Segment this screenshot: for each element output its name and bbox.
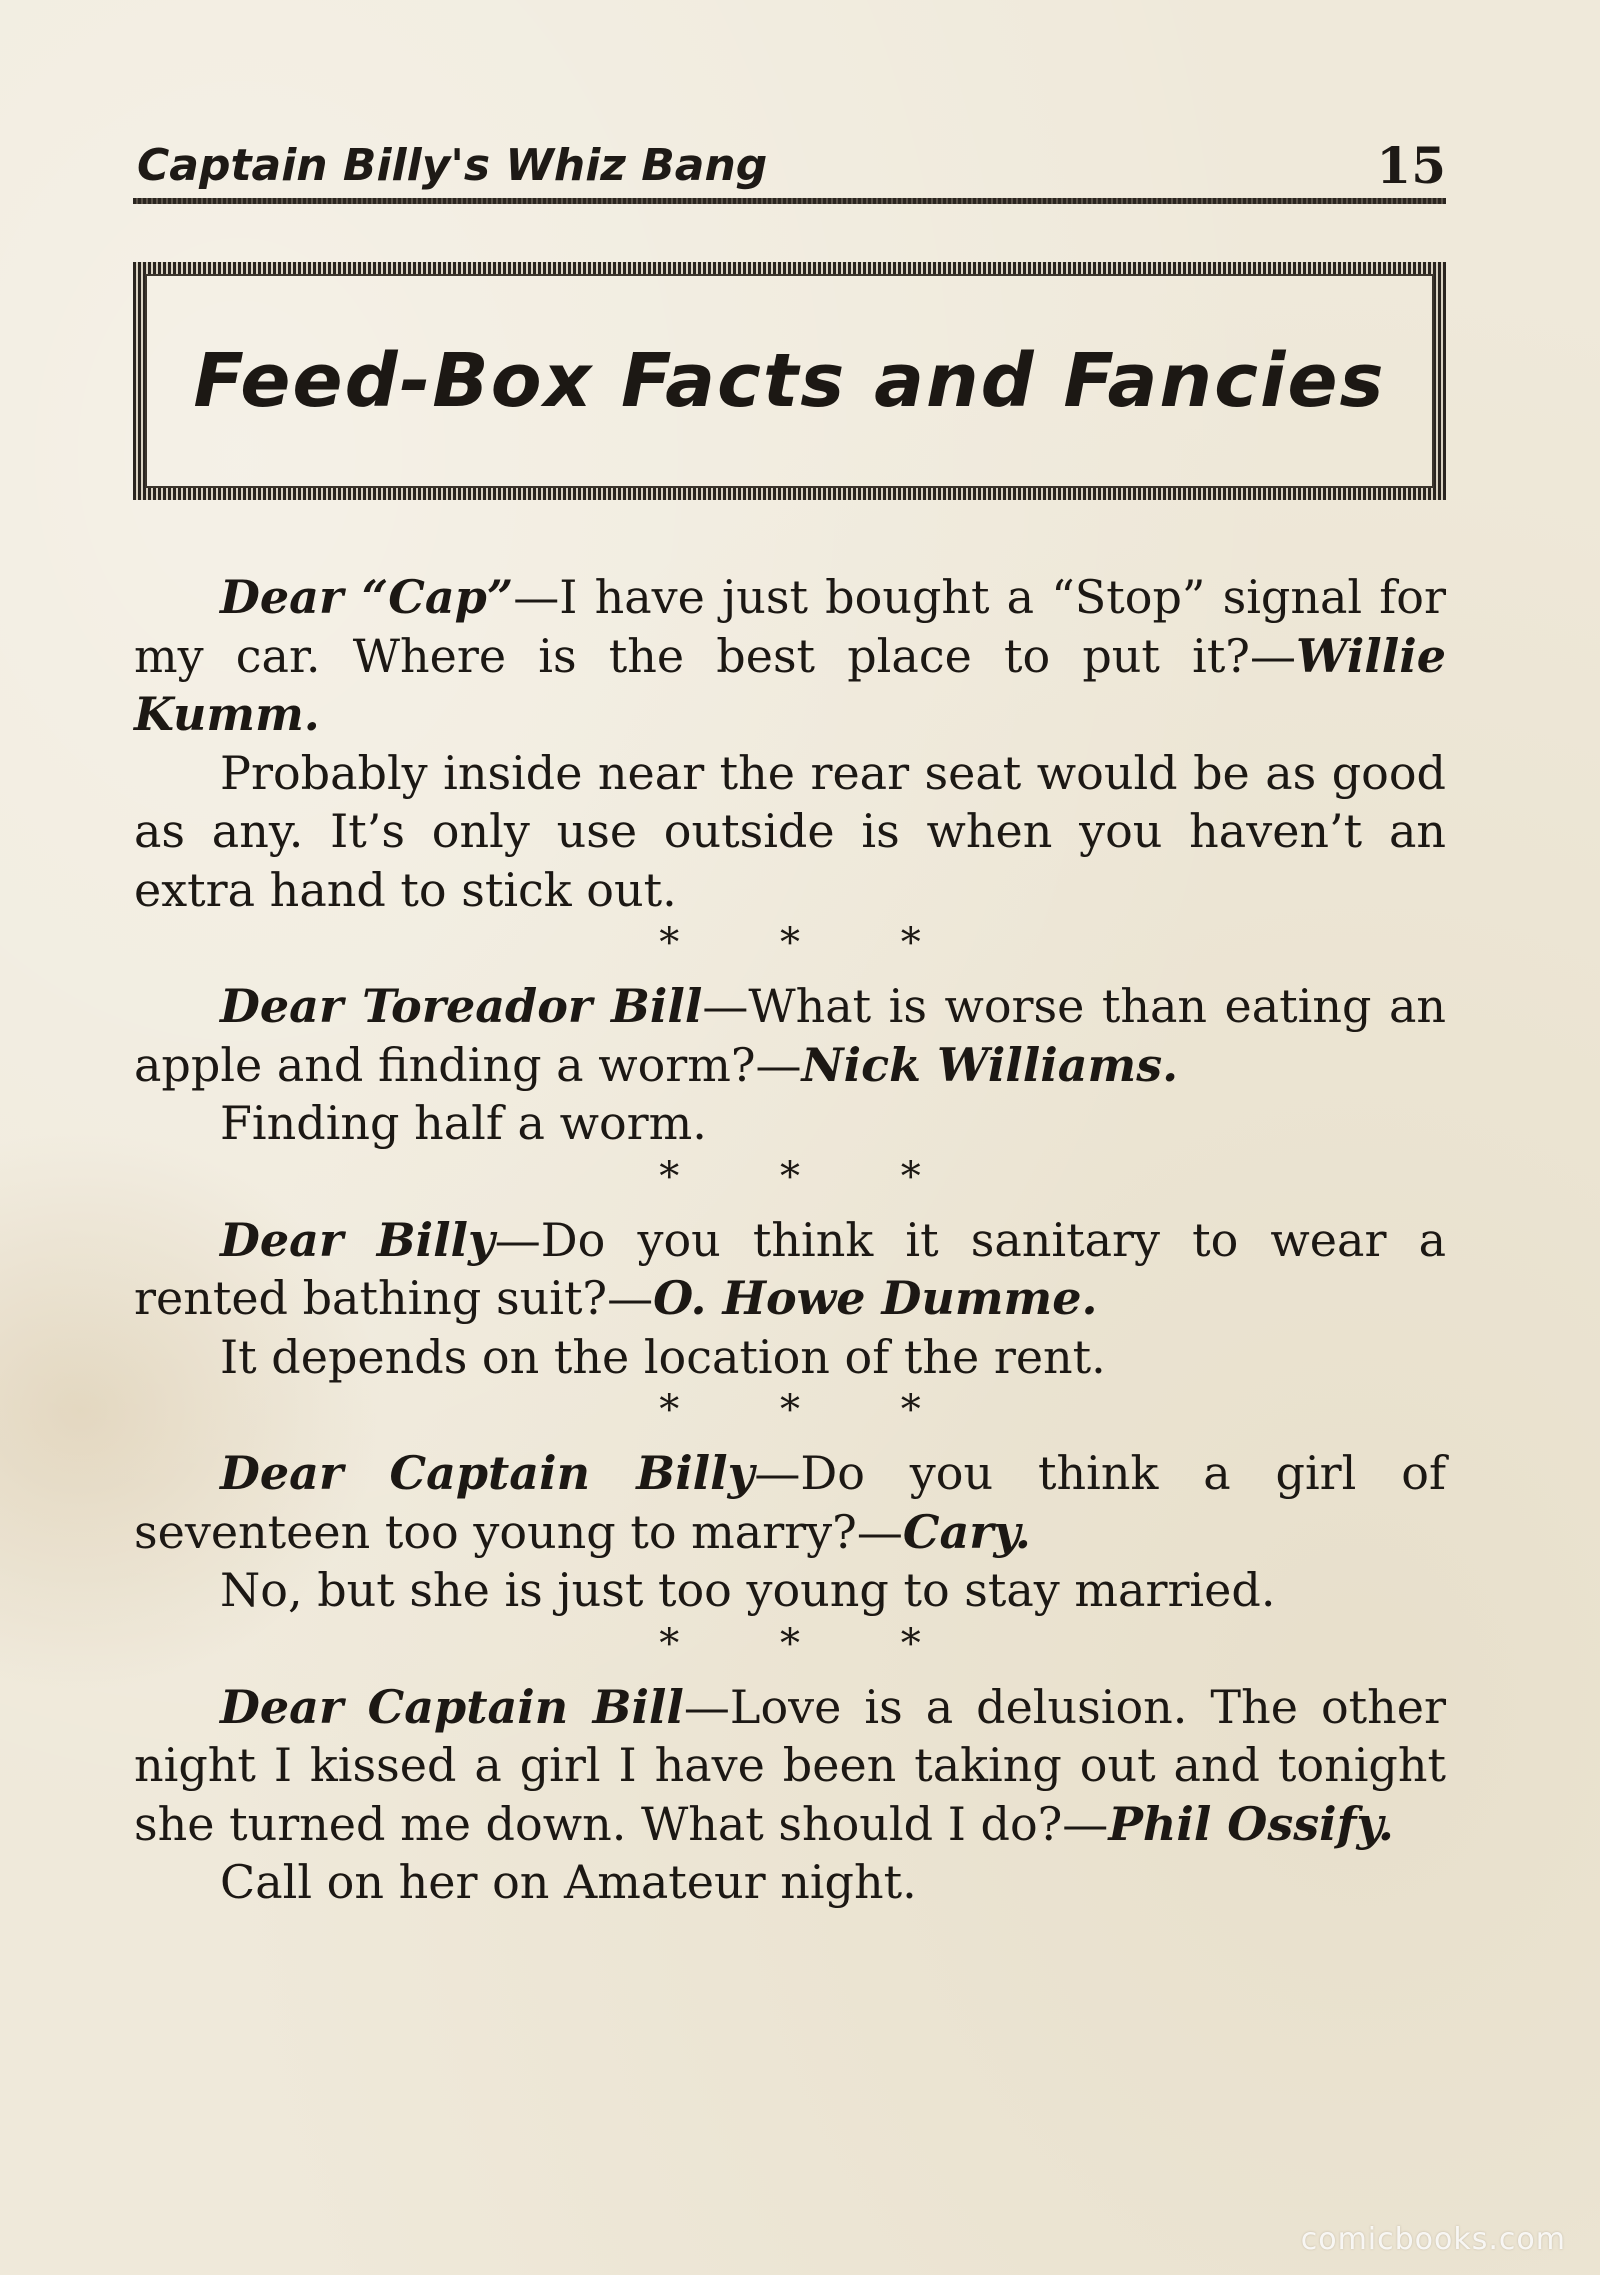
feature-title-box xyxy=(133,262,1446,500)
letter-question-text: —Love is a delusion. The other night I kissed a girl I have been taking out and tonight she turned me down. What should I do?— xyxy=(134,1679,1446,1851)
letter-question xyxy=(134,568,1446,744)
magazine-title: Captain Billy's Whiz Bang xyxy=(137,140,768,191)
header-rule xyxy=(133,198,1446,204)
letter-answer: Finding half a worm. xyxy=(220,1096,707,1150)
section-separator: * * * xyxy=(659,1387,965,1433)
letter-question-text: —What is worse than eating an apple and finding a worm?— xyxy=(134,979,1446,1092)
letter-entry xyxy=(134,1678,1446,1912)
feature-title: Feed-Box Facts and Fancies xyxy=(193,338,1386,424)
letter-question-text: —Do you think it sanitary to wear a rented bathing suit?— xyxy=(134,1212,1446,1325)
section-separator: * * * xyxy=(659,1153,965,1200)
letter-signature: O. Howe Dumme. xyxy=(653,1271,1098,1325)
letter-signature: Cary. xyxy=(902,1504,1031,1559)
section-separator: * * * xyxy=(659,1620,965,1667)
letter-salutation: Dear Captain Bill xyxy=(220,1679,684,1734)
letter-answer: Probably inside near the rear seat would be as good as any. It’s only use outside is when you haven’t an extra hand to stick out. xyxy=(134,745,1446,917)
letters-column xyxy=(134,568,1446,1912)
letter-salutation: Dear Captain Billy xyxy=(220,1446,755,1500)
running-header xyxy=(133,136,1446,202)
letter-question xyxy=(134,977,1446,1094)
letter-signature: Phil Ossify. xyxy=(1108,1796,1394,1851)
letter-entry xyxy=(134,1444,1446,1620)
letter-question-text: —Do you think a girl of seventeen too young to marry?— xyxy=(134,1446,1446,1559)
letter-signature: Willie Kumm. xyxy=(134,628,1446,741)
letter-answer: No, but she is just too young to stay married. xyxy=(220,1563,1276,1617)
letter-salutation: Dear Billy xyxy=(220,1212,495,1267)
site-watermark: comicbooks.com xyxy=(1300,2222,1566,2257)
letter-answer: It depends on the location of the rent. xyxy=(220,1329,1106,1384)
letter-answer: Call on her on Amateur night. xyxy=(220,1855,917,1909)
letter-salutation: Dear Toreador Bill xyxy=(220,979,703,1033)
letter-question xyxy=(134,1211,1446,1328)
letter-entry xyxy=(134,568,1446,919)
letter-salutation: Dear “Cap” xyxy=(220,570,514,624)
page-number: 15 xyxy=(1376,136,1446,195)
section-separator: * * * xyxy=(659,920,965,966)
letter-question xyxy=(134,1444,1446,1561)
letter-question xyxy=(134,1678,1446,1854)
letter-signature: Nick Williams. xyxy=(801,1037,1179,1092)
letter-entry xyxy=(134,977,1446,1153)
letter-entry xyxy=(134,1211,1446,1387)
letter-question-text: —I have just bought a “Stop” signal for my car. Where is the best place to put it?— xyxy=(134,570,1446,683)
